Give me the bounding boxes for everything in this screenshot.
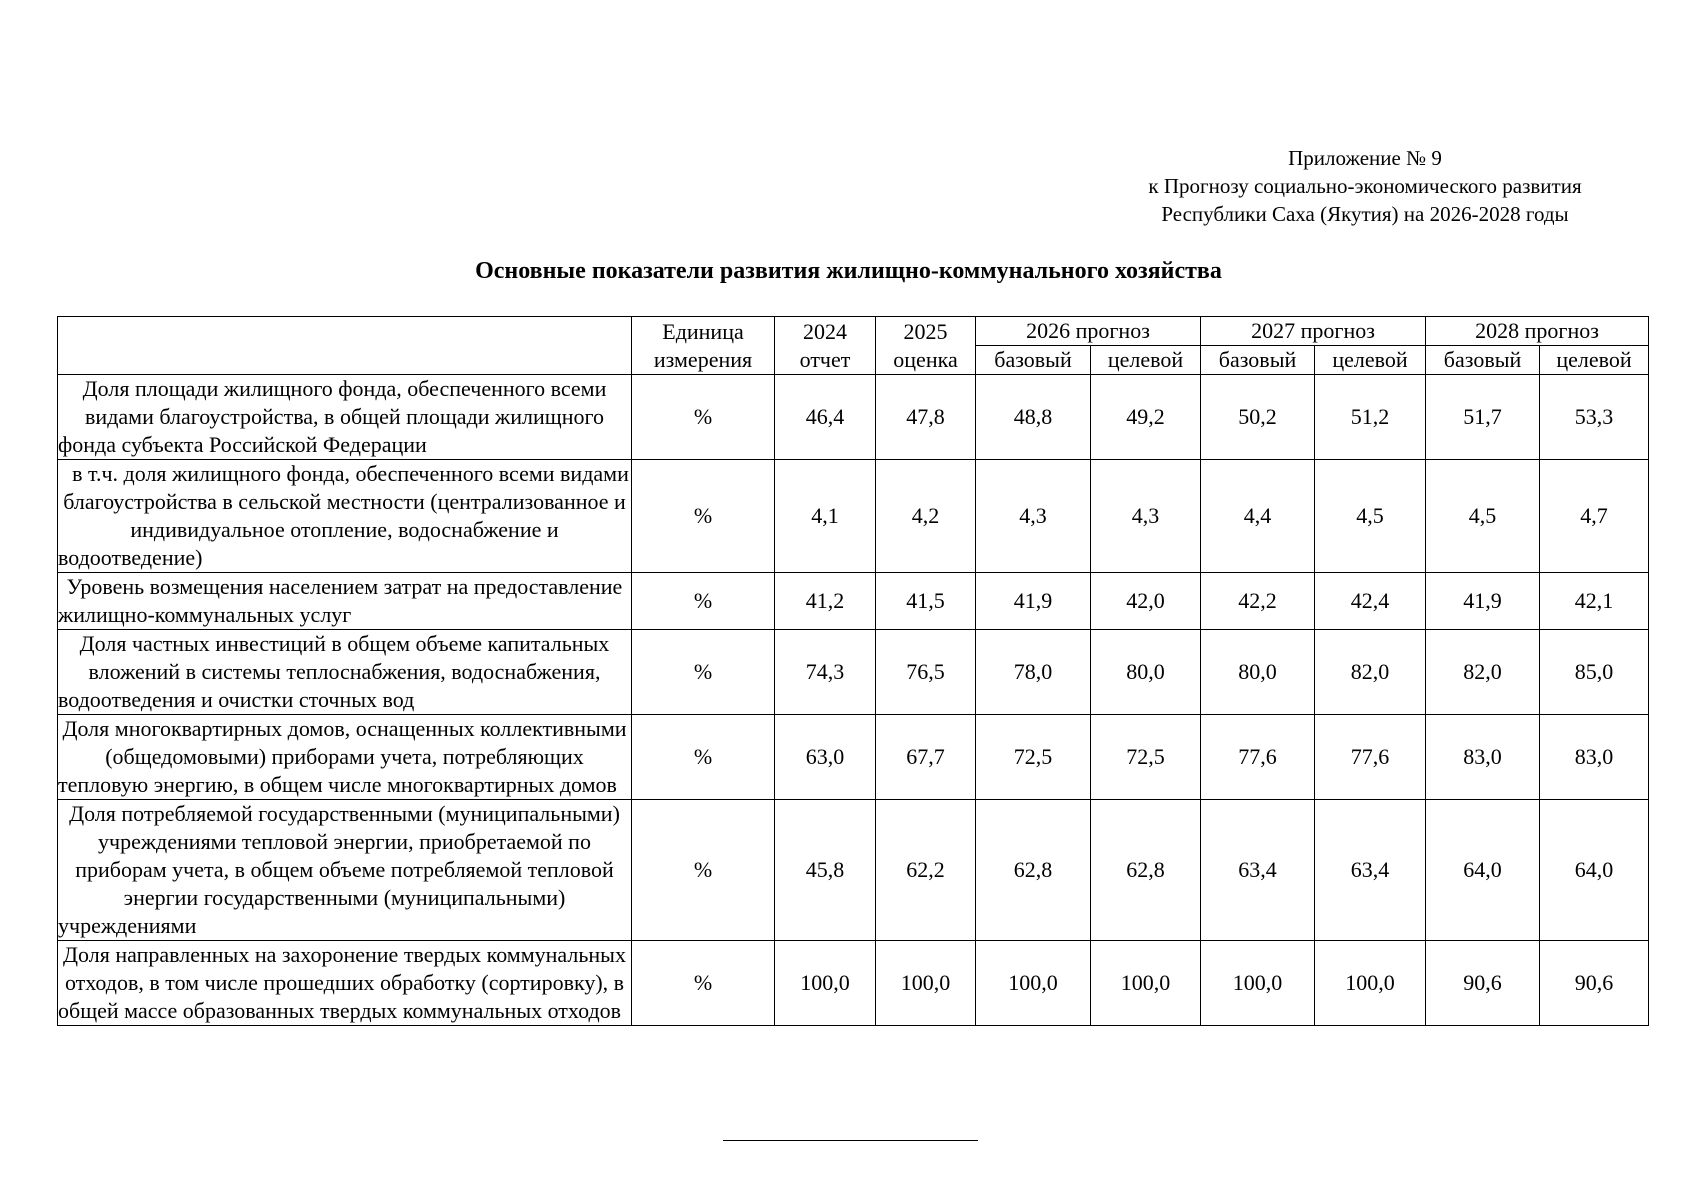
value-2025: 67,7 [876,715,976,800]
table-body [58,375,1649,1026]
header-unit-line2: измерения [653,346,753,372]
header-unit [632,317,775,375]
value-2025: 76,5 [876,630,976,715]
value-2026-base: 100,0 [976,941,1091,1026]
header-2024-year: 2024 [803,318,847,344]
indicator-name: Доля площади жилищного фонда, обеспеченного всеми видами благоустройства, в общей площади жилищного фонда субъекта Российской Федерации [58,375,632,460]
value-2028-target: 90,6 [1540,941,1649,1026]
unit-cell: % [632,460,775,573]
header-unit-line1: Единица [662,318,744,344]
value-2028-base: 64,0 [1426,800,1540,941]
value-2027-target: 100,0 [1315,941,1426,1026]
header-2028-base: базовый [1426,346,1540,375]
value-2025: 62,2 [876,800,976,941]
value-2027-target: 77,6 [1315,715,1426,800]
value-2024: 41,2 [775,573,876,630]
value-2026-target: 100,0 [1091,941,1201,1026]
value-2026-target: 42,0 [1091,573,1201,630]
unit-cell: % [632,573,775,630]
value-2028-target: 64,0 [1540,800,1649,941]
value-2027-target: 82,0 [1315,630,1426,715]
value-2026-target: 80,0 [1091,630,1201,715]
appendix-block [1085,144,1645,228]
value-2028-base: 4,5 [1426,460,1540,573]
value-2028-target: 4,7 [1540,460,1649,573]
table-row [58,715,1649,800]
header-2028-forecast: 2028 прогноз [1426,317,1649,346]
value-2028-base: 51,7 [1426,375,1540,460]
appendix-reference: к Прогнозу социально-экономического развития [1148,174,1582,198]
indicators-table [57,316,1649,1026]
header-2028-target: целевой [1540,346,1649,375]
indicator-name: Доля направленных на захоронение твердых коммунальных отходов, в том числе прошедших обработку (сортировку), в общей массе образованных твердых коммунальных отходов [58,941,632,1026]
value-2028-target: 53,3 [1540,375,1649,460]
header-2024-type: отчет [799,346,851,372]
value-2027-base: 42,2 [1201,573,1315,630]
value-2024: 74,3 [775,630,876,715]
unit-cell: % [632,941,775,1026]
indicator-name: Доля многоквартирных домов, оснащенных коллективными (общедомовыми) приборами учета, потребляющих тепловую энергию, в общем числе многоквартирных домов [58,715,632,800]
table-row [58,460,1649,573]
footnote-separator [723,1140,978,1141]
header-2025-type: оценка [893,346,958,372]
value-2026-target: 4,3 [1091,460,1201,573]
value-2024: 46,4 [775,375,876,460]
value-2024: 100,0 [775,941,876,1026]
indicator-name [58,460,632,573]
value-2027-base: 80,0 [1201,630,1315,715]
value-2027-base: 63,4 [1201,800,1315,941]
appendix-region: Республики Саха (Якутия) на 2026-2028 годы [1161,202,1569,226]
table-row [58,573,1649,630]
header-2025-year: 2025 [903,318,948,344]
unit-cell: % [632,715,775,800]
value-2028-base: 90,6 [1426,941,1540,1026]
value-2027-target: 51,2 [1315,375,1426,460]
header-2026-base: базовый [976,346,1091,375]
indicator-name: Доля потребляемой государственными (муниципальными) учреждениями тепловой энергии, приобретаемой по приборам учета, в общем объеме потребляемой тепловой энергии государственными (муниципальными) учреждениями [58,800,632,941]
value-2025: 100,0 [876,941,976,1026]
value-2027-target: 42,4 [1315,573,1426,630]
value-2024: 63,0 [775,715,876,800]
table-header [58,317,1649,375]
header-2025 [876,317,976,375]
value-2025: 4,2 [876,460,976,573]
table-row [58,375,1649,460]
value-2028-base: 82,0 [1426,630,1540,715]
value-2024: 45,8 [775,800,876,941]
value-2028-base: 41,9 [1426,573,1540,630]
value-2027-base: 50,2 [1201,375,1315,460]
value-2026-base: 4,3 [976,460,1091,573]
table-row [58,941,1649,1026]
header-2027-target: целевой [1315,346,1426,375]
indicator-name: Уровень возмещения населением затрат на предоставление жилищно-коммунальных услуг [58,573,632,630]
indicator-name: Доля частных инвестиций в общем объеме капитальных вложений в системы теплоснабжения, водоснабжения, водоотведения и очистки сточных вод [58,630,632,715]
value-2027-target: 4,5 [1315,460,1426,573]
table-row [58,800,1649,941]
value-2027-base: 77,6 [1201,715,1315,800]
value-2026-base: 41,9 [976,573,1091,630]
table-row [58,630,1649,715]
unit-cell: % [632,800,775,941]
value-2028-target: 85,0 [1540,630,1649,715]
unit-cell: % [632,375,775,460]
value-2025: 47,8 [876,375,976,460]
value-2025: 41,5 [876,573,976,630]
page-title: Основные показатели развития жилищно-коммунального хозяйства [475,258,1222,284]
value-2027-base: 4,4 [1201,460,1315,573]
value-2026-target: 49,2 [1091,375,1201,460]
header-indicator [58,317,632,375]
unit-cell: % [632,630,775,715]
header-2027-forecast: 2027 прогноз [1201,317,1426,346]
value-2026-target: 62,8 [1091,800,1201,941]
value-2026-base: 72,5 [976,715,1091,800]
header-2026-forecast: 2026 прогноз [976,317,1201,346]
value-2028-target: 83,0 [1540,715,1649,800]
value-2026-base: 62,8 [976,800,1091,941]
header-2026-target: целевой [1091,346,1201,375]
value-2028-target: 42,1 [1540,573,1649,630]
header-2027-base: базовый [1201,346,1315,375]
value-2028-base: 83,0 [1426,715,1540,800]
value-2027-base: 100,0 [1201,941,1315,1026]
header-2024 [775,317,876,375]
value-2024: 4,1 [775,460,876,573]
value-2026-base: 48,8 [976,375,1091,460]
indicator-text: в т.ч. доля жилищного фонда, обеспеченного всеми видами благоустройства в сельской местности (централизованное и индивидуальное отопление, водоснабжение и водоотведение) [58,461,629,570]
value-2027-target: 63,4 [1315,800,1426,941]
value-2026-target: 72,5 [1091,715,1201,800]
appendix-number: Приложение № 9 [1288,146,1442,170]
value-2026-base: 78,0 [976,630,1091,715]
